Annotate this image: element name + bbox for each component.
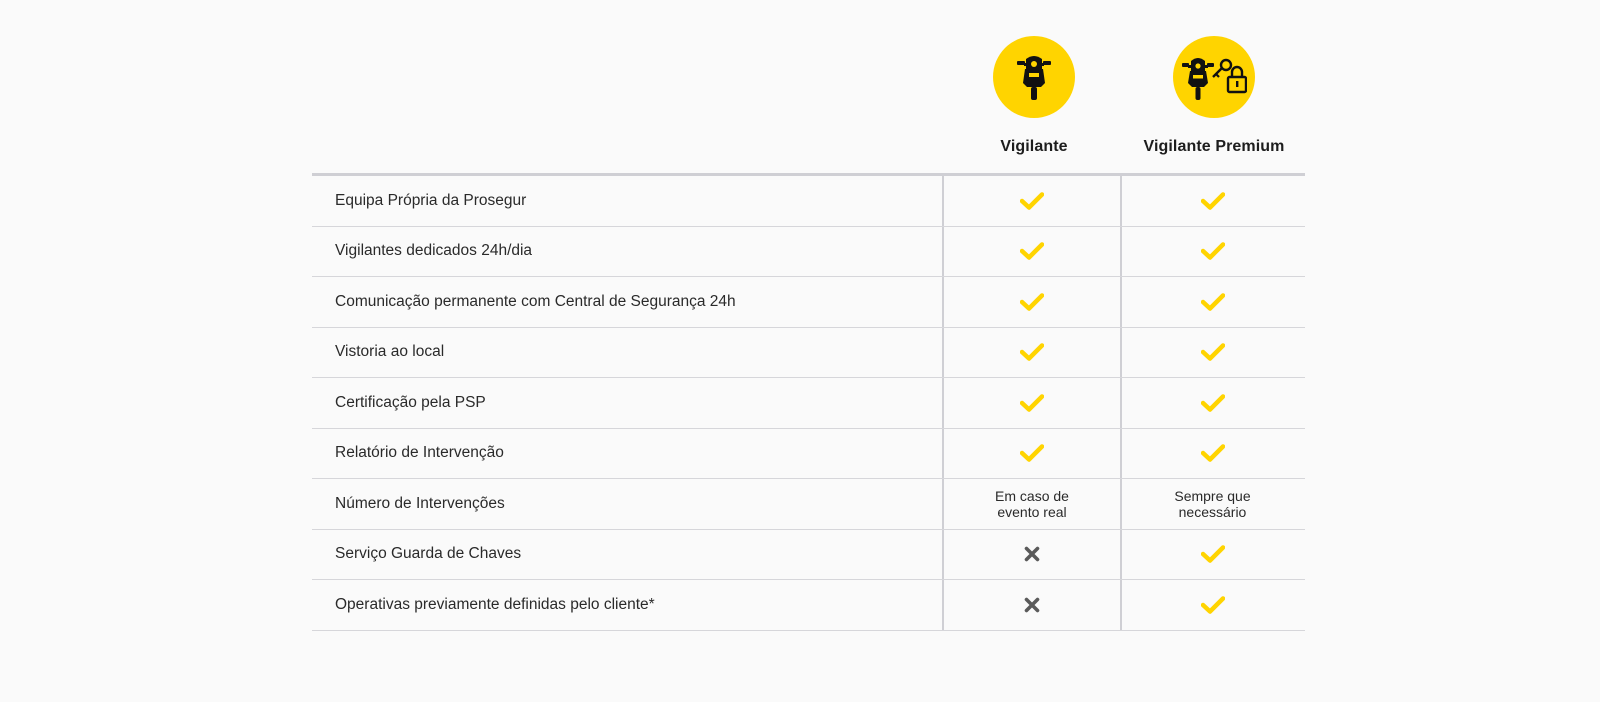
feature-label: Comunicação permanente com Central de Segurança 24h	[312, 277, 944, 327]
plan-name-vigilante-premium: Vigilante Premium	[1143, 138, 1285, 155]
check-icon	[1201, 394, 1225, 412]
feature-label: Certificação pela PSP	[312, 378, 944, 428]
table-row	[312, 176, 1305, 227]
check-icon	[1201, 192, 1225, 210]
plan-vigilante-premium	[1124, 36, 1304, 176]
cell-vigilante	[944, 580, 1122, 630]
cell-vigilante-premium	[1122, 479, 1303, 529]
table-row	[312, 328, 1305, 379]
cell-vigilante-premium	[1122, 277, 1303, 327]
check-icon	[1020, 444, 1044, 462]
cell-vigilante	[944, 176, 1122, 226]
check-icon	[1020, 293, 1044, 311]
plans-header	[944, 36, 1304, 176]
plan-vigilante	[944, 36, 1124, 176]
table-row	[312, 580, 1305, 631]
cell-text-line: Em caso de	[995, 487, 1069, 504]
feature-label: Relatório de Intervenção	[312, 429, 944, 479]
feature-label: Operativas previamente definidas pelo cliente*	[312, 580, 944, 630]
cell-vigilante-premium	[1122, 328, 1303, 378]
motorcycle-key-lock-icon	[1173, 36, 1255, 118]
cell-text-line: evento real	[997, 503, 1067, 520]
cell-text	[1174, 488, 1250, 520]
cell-vigilante	[944, 429, 1122, 479]
motorcycle-icon	[993, 36, 1075, 118]
feature-label: Número de Intervenções	[312, 479, 944, 529]
check-icon	[1020, 343, 1044, 361]
table-row	[312, 429, 1305, 480]
check-icon	[1201, 293, 1225, 311]
table-row	[312, 378, 1305, 429]
check-icon	[1020, 242, 1044, 260]
feature-label: Serviço Guarda de Chaves	[312, 530, 944, 580]
check-icon	[1020, 394, 1044, 412]
feature-label: Vigilantes dedicados 24h/dia	[312, 227, 944, 277]
table-row	[312, 277, 1305, 328]
cell-vigilante	[944, 328, 1122, 378]
cell-vigilante-premium	[1122, 378, 1303, 428]
table-row	[312, 530, 1305, 581]
cross-icon	[1024, 546, 1040, 562]
cell-vigilante-premium	[1122, 530, 1303, 580]
check-icon	[1201, 596, 1225, 614]
cell-vigilante	[944, 530, 1122, 580]
cell-vigilante-premium	[1122, 227, 1303, 277]
check-icon	[1020, 192, 1044, 210]
cell-vigilante-premium	[1122, 176, 1303, 226]
cell-vigilante-premium	[1122, 580, 1303, 630]
cell-vigilante	[944, 277, 1122, 327]
table-row	[312, 227, 1305, 278]
check-icon	[1201, 545, 1225, 563]
cell-vigilante	[944, 227, 1122, 277]
check-icon	[1201, 242, 1225, 260]
features-table	[312, 173, 1305, 631]
cell-vigilante-premium	[1122, 429, 1303, 479]
plan-name-vigilante: Vigilante	[1000, 138, 1068, 155]
cell-text	[995, 488, 1069, 520]
cell-vigilante	[944, 378, 1122, 428]
check-icon	[1201, 444, 1225, 462]
feature-label: Vistoria ao local	[312, 328, 944, 378]
cross-icon	[1024, 597, 1040, 613]
feature-label: Equipa Própria da Prosegur	[312, 176, 944, 226]
cell-vigilante	[944, 479, 1122, 529]
check-icon	[1201, 343, 1225, 361]
table-row	[312, 479, 1305, 530]
cell-text-line: Sempre que	[1174, 487, 1251, 504]
cell-text-line: necessário	[1178, 503, 1247, 520]
